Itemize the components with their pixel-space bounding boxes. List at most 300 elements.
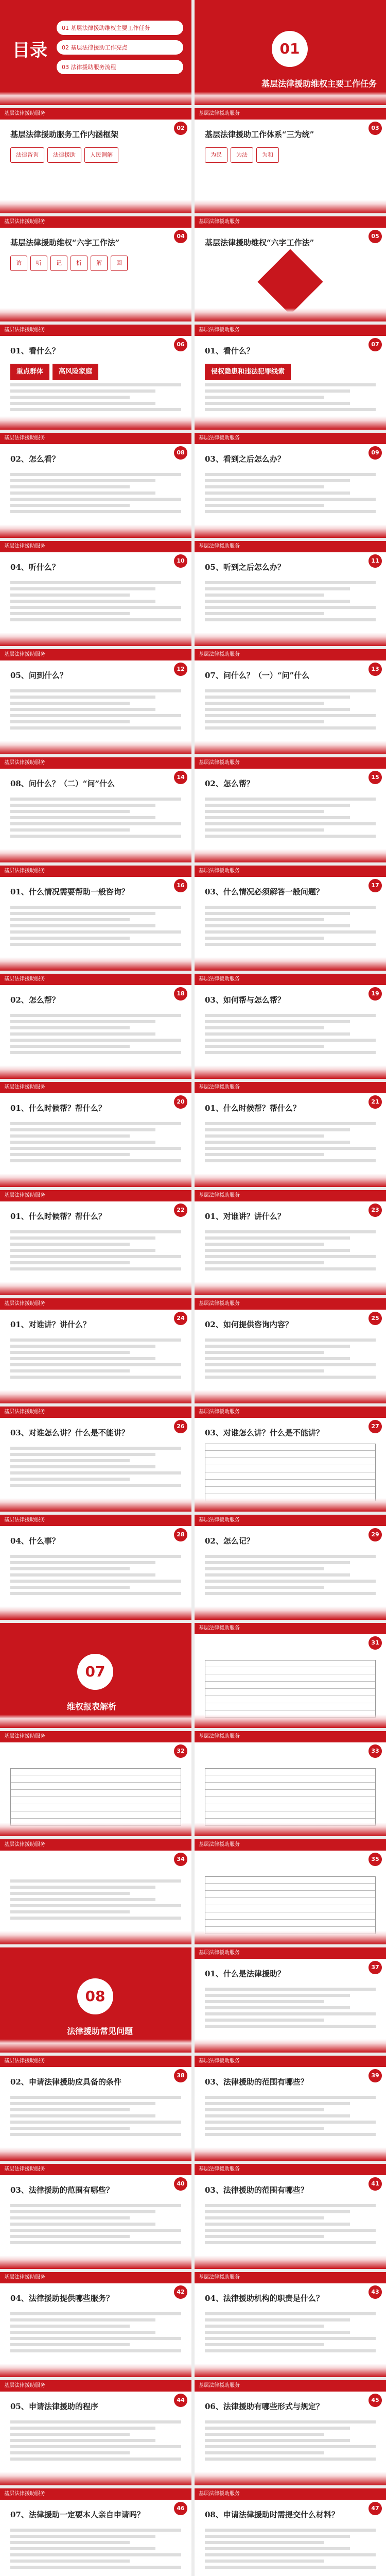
text-line (10, 1153, 130, 1156)
text-line (205, 1153, 324, 1156)
text-line (205, 485, 324, 488)
slide-number: 32 (174, 1744, 187, 1758)
slide-title: 08、申请法律援助时需提交什么材料？ (205, 2510, 339, 2519)
form-table-image (205, 1876, 376, 1934)
text-line (205, 1159, 376, 1162)
text-line (10, 1471, 181, 1475)
text-line (10, 2312, 181, 2315)
decorative-wave (195, 1282, 386, 1295)
slide[interactable] (0, 1947, 191, 2056)
slide[interactable] (195, 1839, 386, 1947)
slide[interactable] (195, 2272, 386, 2380)
slide-header: 基层法律援助服务 (0, 2164, 191, 2175)
text-line (10, 2541, 130, 2544)
slide[interactable] (0, 2380, 191, 2488)
text-line (10, 822, 181, 825)
slide-header: 基层法律援助服务 (0, 1082, 191, 1093)
slide-header: 基层法律援助服务 (195, 541, 386, 552)
slide[interactable] (0, 216, 191, 325)
text-line (205, 606, 376, 609)
toc-item-2[interactable]: 02 基层法律援助工作亮点 (57, 40, 183, 55)
text-line (10, 1892, 130, 1895)
text-line (10, 2121, 181, 2124)
slide-header: 基层法律援助服务 (195, 1623, 386, 1634)
slide-number: 04 (174, 230, 187, 243)
slide-title: 07、问什么？（一）“问”什么 (205, 671, 310, 680)
text-line (10, 2433, 130, 2436)
text-placeholder-lines (10, 581, 181, 621)
text-line (10, 1898, 155, 1901)
slide-number: 47 (369, 2502, 382, 2515)
text-line (205, 2121, 376, 2124)
text-line (205, 1376, 376, 1379)
text-line (10, 2108, 130, 2111)
decorative-wave (195, 308, 386, 321)
text-line (10, 1020, 155, 1023)
decorative-wave (0, 1606, 191, 1620)
slide-title: 05、问到什么？ (10, 671, 67, 680)
slide-number: 03 (369, 122, 382, 135)
text-line (10, 1230, 181, 1233)
text-line (205, 930, 376, 934)
slide-body (10, 903, 181, 949)
slide-number: 18 (174, 987, 187, 1001)
text-line (205, 1338, 376, 1342)
slide-body (10, 578, 181, 624)
text-placeholder-lines (10, 689, 181, 730)
slide[interactable] (195, 2380, 386, 2488)
slide-title: 05、听到之后怎么办？ (205, 563, 285, 572)
text-line (10, 828, 130, 832)
slide[interactable] (0, 1623, 191, 1731)
decorative-wave (0, 2039, 191, 2053)
text-line (10, 1351, 130, 1354)
slide[interactable] (195, 2164, 386, 2272)
text-placeholder-lines (10, 473, 181, 513)
text-line (205, 2096, 376, 2099)
text-line (10, 1567, 130, 1570)
text-line (205, 835, 376, 838)
text-line (205, 810, 324, 813)
slide-header: 基层法律援助服务 (195, 1947, 386, 1959)
text-line (10, 1465, 155, 1468)
text-line (205, 2318, 350, 2321)
slide[interactable] (0, 325, 191, 433)
slide-number: 24 (174, 1312, 187, 1325)
text-placeholder-lines (205, 1338, 376, 1379)
text-line (205, 1357, 350, 1360)
slide-card[interactable]: 为民 (205, 147, 227, 163)
text-placeholder-lines (205, 1988, 376, 2028)
text-line (10, 696, 155, 699)
slide[interactable] (0, 1406, 191, 1515)
decorative-wave (195, 92, 386, 105)
text-line (10, 1459, 130, 1462)
text-placeholder-lines (10, 383, 181, 411)
slide[interactable] (195, 216, 386, 325)
text-line (205, 383, 376, 386)
slide-title: 01、对谁讲？讲什么？ (205, 1212, 285, 1221)
text-line (10, 2210, 155, 2213)
text-placeholder-lines (10, 1338, 181, 1379)
slide-body (205, 145, 376, 165)
decorative-wave (0, 1390, 191, 1403)
slide-number: 12 (174, 663, 187, 676)
slide-number: 27 (369, 1420, 382, 1433)
slide-header: 基层法律援助服务 (195, 1406, 386, 1418)
text-line (10, 2535, 155, 2538)
slide-body (205, 1985, 376, 2031)
text-line (205, 1592, 376, 1595)
slide[interactable] (195, 757, 386, 866)
text-placeholder-lines (205, 473, 376, 513)
slide[interactable] (0, 1839, 191, 1947)
slide-title: 03、法律援助的范围有哪些？ (205, 2185, 308, 2195)
slide[interactable] (195, 1731, 386, 1839)
text-line (205, 2553, 376, 2556)
text-line (10, 1886, 155, 1889)
slide[interactable] (0, 974, 191, 1082)
slide-number: 15 (369, 771, 382, 784)
slide[interactable] (0, 2272, 191, 2380)
toc-item-1[interactable]: 01 基层法律援助维权主要工作任务 (57, 21, 183, 35)
slide[interactable] (0, 866, 191, 974)
slide[interactable] (0, 649, 191, 757)
text-line (10, 1032, 155, 1036)
slide-header: 基层法律援助服务 (0, 1298, 191, 1310)
slide-card[interactable]: 法律咨询 (10, 147, 44, 163)
slide[interactable] (0, 108, 191, 216)
text-placeholder-lines (10, 2312, 181, 2352)
slide[interactable] (195, 433, 386, 541)
slide-title: 01、看什么？ (205, 346, 254, 355)
slide-title: 03、如何帮与怎么帮？ (205, 995, 285, 1005)
text-placeholder-lines (10, 906, 181, 946)
text-line (10, 504, 130, 507)
slide-body (10, 1227, 181, 1274)
text-line (205, 618, 376, 621)
text-placeholder-lines (205, 1230, 376, 1270)
text-line (10, 714, 181, 717)
text-line (205, 1243, 324, 1246)
text-line (205, 1363, 376, 1366)
decorative-wave (0, 2472, 191, 2485)
slide-header: 基层法律援助服务 (195, 2488, 386, 2500)
slide-body (10, 145, 181, 165)
text-line (10, 479, 155, 482)
slide-card[interactable]: 听 (30, 256, 47, 271)
text-placeholder-lines (205, 383, 376, 411)
slide-number: 28 (174, 1528, 187, 1541)
text-line (10, 2337, 181, 2340)
slide-body (10, 1444, 181, 1490)
text-line (10, 1484, 181, 1487)
text-line (10, 1039, 181, 1042)
text-line (10, 2553, 181, 2556)
text-line (10, 1917, 181, 1920)
text-line (10, 1478, 130, 1481)
slide-header: 基层法律援助服务 (195, 974, 386, 985)
text-line (10, 2235, 130, 2238)
slide-body (10, 2309, 181, 2355)
text-line (205, 2114, 350, 2117)
text-line (205, 2325, 324, 2328)
slide-card[interactable]: 解 (91, 256, 108, 271)
decorative-wave (195, 1174, 386, 1187)
slide-title: 02、怎么记？ (205, 1536, 254, 1546)
slide-body (205, 253, 376, 310)
text-line (10, 1592, 181, 1595)
text-line (205, 2133, 376, 2136)
text-line (205, 798, 376, 801)
text-line (10, 389, 155, 393)
text-line (10, 383, 181, 386)
text-placeholder-lines (10, 1447, 181, 1487)
slide-card[interactable]: 记 (50, 256, 67, 271)
text-line (10, 581, 181, 584)
text-line (10, 510, 181, 513)
slide[interactable] (195, 0, 386, 108)
slide-title: 03、对谁怎么讲？什么是不能讲？ (10, 1428, 129, 1437)
slide[interactable] (195, 1515, 386, 1623)
toc-slide[interactable] (0, 0, 191, 108)
text-line (205, 1039, 376, 1042)
slide-title: 06、法律援助有哪些形式与规定？ (205, 2402, 324, 2411)
toc-title: 目录 (12, 40, 47, 61)
form-table-image (205, 1768, 376, 1826)
decorative-wave (195, 1715, 386, 1728)
decorative-wave (195, 2472, 386, 2485)
slide-body (10, 2417, 181, 2464)
slide-header: 基层法律援助服务 (195, 2380, 386, 2392)
slide[interactable] (0, 2488, 191, 2576)
slide-number: 23 (369, 1204, 382, 1217)
slide-body (10, 2093, 181, 2139)
text-line (205, 1261, 324, 1264)
text-placeholder-lines (205, 2096, 376, 2136)
text-line (205, 1128, 350, 1131)
slide[interactable] (195, 866, 386, 974)
text-line (205, 906, 376, 909)
slide[interactable] (195, 649, 386, 757)
text-line (205, 1134, 324, 1138)
slide-body (205, 686, 376, 733)
slide-number: 35 (369, 1853, 382, 1866)
slide-body (10, 470, 181, 516)
slide-card[interactable]: 为和 (256, 147, 279, 163)
slide-title: 02、怎么帮？ (205, 779, 254, 788)
slide-number: 02 (174, 122, 187, 135)
text-line (10, 702, 130, 705)
slide-title: 01、看什么？ (10, 346, 60, 355)
text-line (205, 2216, 324, 2219)
slide-card[interactable]: 人民调解 (84, 147, 118, 163)
form-table-image (205, 1660, 376, 1718)
text-placeholder-lines (205, 2529, 376, 2569)
slide-title: 基层法律援助工作体系“三为统” (205, 130, 314, 139)
slide-title: 01、对谁讲？讲什么？ (10, 1320, 91, 1329)
text-line (10, 2096, 181, 2099)
decorative-wave (0, 308, 191, 321)
slide-number: 22 (174, 1204, 187, 1217)
slide-header: 基层法律援助服务 (195, 866, 386, 877)
text-line (205, 1147, 376, 1150)
text-placeholder-lines (10, 2529, 181, 2569)
text-line (205, 1020, 350, 1023)
slide-card[interactable]: 析 (71, 256, 87, 271)
slide-title: 01、什么时候帮？帮什么？ (10, 1104, 106, 1113)
slide[interactable] (195, 1190, 386, 1298)
slide-header: 基层法律援助服务 (195, 325, 386, 336)
slide[interactable] (0, 2164, 191, 2272)
slide[interactable] (195, 1298, 386, 1406)
text-line (10, 618, 181, 621)
slide[interactable] (195, 2056, 386, 2164)
text-line (205, 587, 350, 590)
text-placeholder-lines (205, 581, 376, 621)
slide-title: 07、法律援助一定要本人亲自申请吗？ (10, 2510, 145, 2519)
text-line (205, 1230, 376, 1233)
decorative-wave (195, 1606, 386, 1620)
text-line (205, 708, 350, 711)
text-line (205, 2445, 376, 2448)
text-line (10, 1910, 130, 1913)
decorative-wave (195, 1823, 386, 1836)
slide[interactable] (0, 2056, 191, 2164)
text-line (10, 2331, 155, 2334)
text-line (205, 1345, 350, 1348)
text-line (205, 2229, 376, 2232)
slide-body (10, 1011, 181, 1057)
text-line (10, 1447, 181, 1450)
slide-number: 39 (369, 2069, 382, 2082)
slide[interactable] (0, 1298, 191, 1406)
toc-item-3[interactable]: 03 法律援助服务流程 (57, 60, 183, 74)
text-line (205, 2210, 350, 2213)
text-line (205, 2127, 324, 2130)
slide-number: 40 (174, 2177, 187, 2191)
decorative-wave (195, 633, 386, 646)
text-placeholder-lines (10, 1555, 181, 1595)
decorative-wave (0, 1282, 191, 1295)
slide-card[interactable]: 法律援助 (47, 147, 81, 163)
slide-highlight-block: 侵权隐患和违法犯罪线索 (205, 364, 291, 380)
slide-body (205, 362, 376, 414)
text-line (205, 1032, 350, 1036)
slide[interactable] (195, 2488, 386, 2576)
text-placeholder-lines (205, 689, 376, 730)
text-placeholder-lines (205, 798, 376, 838)
text-line (10, 2458, 181, 2461)
slide-number: 33 (369, 1744, 382, 1758)
text-line (205, 1369, 324, 1372)
slide[interactable] (195, 1082, 386, 1190)
section-title: 维权报表解析 (67, 1702, 117, 1711)
slide-number: 29 (369, 1528, 382, 1541)
slide[interactable] (0, 433, 191, 541)
slide-body (10, 362, 181, 414)
text-line (205, 1994, 350, 1997)
text-line (10, 1134, 130, 1138)
text-line (205, 689, 376, 692)
text-line (205, 918, 324, 921)
decorative-wave (195, 2364, 386, 2377)
slide-card[interactable]: 访 (10, 256, 27, 271)
decorative-wave (195, 1498, 386, 1512)
slide-header: 基层法律援助服务 (195, 1731, 386, 1742)
text-line (205, 408, 376, 411)
text-line (10, 937, 130, 940)
text-line (205, 2433, 324, 2436)
slide-number: 16 (174, 879, 187, 892)
text-line (205, 1045, 324, 1048)
slide[interactable] (195, 325, 386, 433)
text-line (10, 2102, 155, 2105)
text-line (205, 2006, 350, 2009)
text-line (10, 1045, 130, 1048)
text-line (10, 2349, 181, 2352)
slide-title: 01、什么时候帮？帮什么？ (10, 1212, 106, 1221)
slide-title: 03、什么情况必须解答一般问题？ (205, 887, 324, 896)
text-line (205, 2108, 324, 2111)
slide[interactable] (0, 1731, 191, 1839)
text-line (10, 930, 181, 934)
slide-body (205, 1335, 376, 1382)
text-line (10, 1338, 181, 1342)
slide-body (10, 2526, 181, 2572)
text-line (10, 408, 181, 411)
slide[interactable] (0, 541, 191, 649)
slide-body (205, 2093, 376, 2139)
decorative-wave (0, 1931, 191, 1944)
slide-title: 01、什么时候帮？帮什么？ (205, 1104, 301, 1113)
slide[interactable] (0, 1515, 191, 1623)
slide[interactable] (195, 108, 386, 216)
slide-title: 基层法律援助服务工作内涵框架 (10, 130, 119, 139)
text-line (10, 2529, 181, 2532)
slide[interactable] (195, 1947, 386, 2056)
text-line (10, 402, 155, 405)
text-line (10, 1369, 130, 1372)
slide-number: 17 (369, 879, 382, 892)
decorative-wave (195, 2256, 386, 2269)
slide[interactable] (195, 1623, 386, 1731)
slide[interactable] (195, 1406, 386, 1515)
text-line (10, 485, 130, 488)
text-line (10, 1128, 155, 1131)
text-line (10, 2343, 130, 2346)
slide-card[interactable]: 为法 (231, 147, 253, 163)
decorative-wave (0, 524, 191, 538)
slide-header: 基层法律援助服务 (0, 1190, 191, 1201)
text-line (10, 1363, 181, 1366)
text-line (10, 2229, 181, 2232)
decorative-wave (195, 1931, 386, 1944)
slide-card[interactable]: 回 (111, 256, 128, 271)
decorative-wave (195, 2147, 386, 2161)
slide[interactable] (0, 1082, 191, 1190)
slide[interactable] (0, 757, 191, 866)
decorative-wave (0, 741, 191, 754)
text-line (10, 594, 130, 597)
slide-body (10, 1876, 181, 1923)
slide[interactable] (0, 1190, 191, 1298)
slide[interactable] (195, 974, 386, 1082)
text-line (205, 2235, 324, 2238)
text-line (10, 1255, 181, 1258)
slide[interactable] (195, 541, 386, 649)
slide-body (205, 470, 376, 516)
